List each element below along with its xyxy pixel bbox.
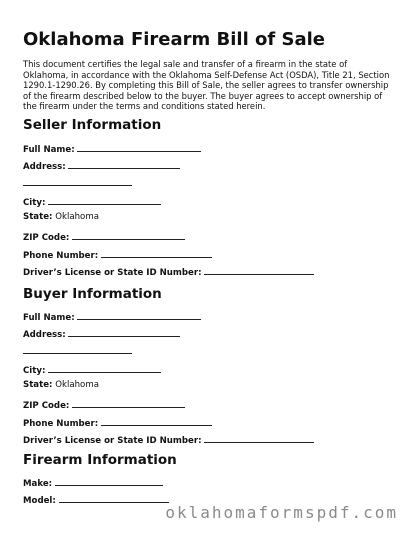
seller-city-field[interactable] bbox=[23, 196, 161, 209]
buyer-full-name-label: Full Name: bbox=[23, 313, 75, 323]
buyer-address-blank[interactable] bbox=[68, 328, 180, 337]
buyer-license-field[interactable] bbox=[23, 434, 314, 447]
seller-zip-label: ZIP Code: bbox=[23, 233, 70, 243]
watermark-text: oklahomaformspdf.com bbox=[165, 503, 398, 522]
buyer-state-value: Oklahoma bbox=[55, 380, 99, 390]
seller-state-value: Oklahoma bbox=[55, 212, 99, 222]
firearm-heading: Firearm Information bbox=[23, 452, 177, 468]
buyer-heading: Buyer Information bbox=[23, 286, 162, 302]
seller-license-field[interactable] bbox=[23, 266, 314, 279]
buyer-state-field bbox=[23, 380, 99, 391]
firearm-model-blank[interactable] bbox=[59, 494, 169, 503]
buyer-city-blank[interactable] bbox=[48, 364, 161, 373]
buyer-zip-label: ZIP Code: bbox=[23, 401, 70, 411]
buyer-address-label: Address: bbox=[23, 330, 66, 340]
buyer-phone-blank[interactable] bbox=[101, 417, 212, 426]
seller-phone-blank[interactable] bbox=[101, 249, 212, 258]
seller-address-line-2[interactable] bbox=[23, 185, 132, 186]
buyer-full-name-blank[interactable] bbox=[77, 311, 201, 320]
seller-address-label: Address: bbox=[23, 162, 66, 172]
seller-license-label: Driver’s License or State ID Number: bbox=[23, 268, 202, 278]
seller-phone-field[interactable] bbox=[23, 249, 212, 262]
buyer-zip-blank[interactable] bbox=[72, 399, 185, 408]
buyer-city-field[interactable] bbox=[23, 364, 161, 377]
buyer-city-label: City: bbox=[23, 366, 46, 376]
buyer-phone-field[interactable] bbox=[23, 417, 212, 430]
seller-address-blank[interactable] bbox=[68, 160, 180, 169]
buyer-address-field[interactable] bbox=[23, 328, 180, 341]
firearm-model-field[interactable] bbox=[23, 494, 169, 507]
seller-full-name-field[interactable] bbox=[23, 143, 201, 156]
seller-state-label: State: bbox=[23, 212, 53, 222]
firearm-make-blank[interactable] bbox=[55, 477, 163, 486]
buyer-license-label: Driver’s License or State ID Number: bbox=[23, 436, 202, 446]
seller-license-blank[interactable] bbox=[204, 266, 314, 275]
seller-address-field[interactable] bbox=[23, 160, 180, 173]
buyer-full-name-field[interactable] bbox=[23, 311, 201, 324]
buyer-zip-field[interactable] bbox=[23, 399, 185, 412]
seller-zip-field[interactable] bbox=[23, 231, 185, 244]
buyer-license-blank[interactable] bbox=[204, 434, 314, 443]
seller-heading: Seller Information bbox=[23, 117, 162, 133]
seller-city-blank[interactable] bbox=[48, 196, 161, 205]
seller-full-name-label: Full Name: bbox=[23, 145, 75, 155]
seller-city-label: City: bbox=[23, 198, 46, 208]
seller-phone-label: Phone Number: bbox=[23, 251, 99, 261]
firearm-model-label: Model: bbox=[23, 496, 56, 506]
intro-paragraph: This document certifies the legal sale and transfer of a firearm in the state of Oklahoma, in accordance with the Oklahoma Self-Defense Act (OSDA), Title 21, Section 1290.1-1290.26. By completing this Bill of Sale, the seller agrees to transfer ownership of the firearm described below to the buyer. The buyer agrees to accept ownership of the firearm under the terms and conditions stated herein. bbox=[23, 59, 390, 112]
firearm-make-label: Make: bbox=[23, 479, 53, 489]
page-title: Oklahoma Firearm Bill of Sale bbox=[23, 29, 325, 50]
seller-full-name-blank[interactable] bbox=[77, 143, 201, 152]
buyer-address-line-2[interactable] bbox=[23, 353, 132, 354]
buyer-phone-label: Phone Number: bbox=[23, 419, 99, 429]
seller-zip-blank[interactable] bbox=[72, 231, 185, 240]
firearm-make-field[interactable] bbox=[23, 477, 163, 490]
buyer-state-label: State: bbox=[23, 380, 53, 390]
seller-state-field bbox=[23, 212, 99, 223]
